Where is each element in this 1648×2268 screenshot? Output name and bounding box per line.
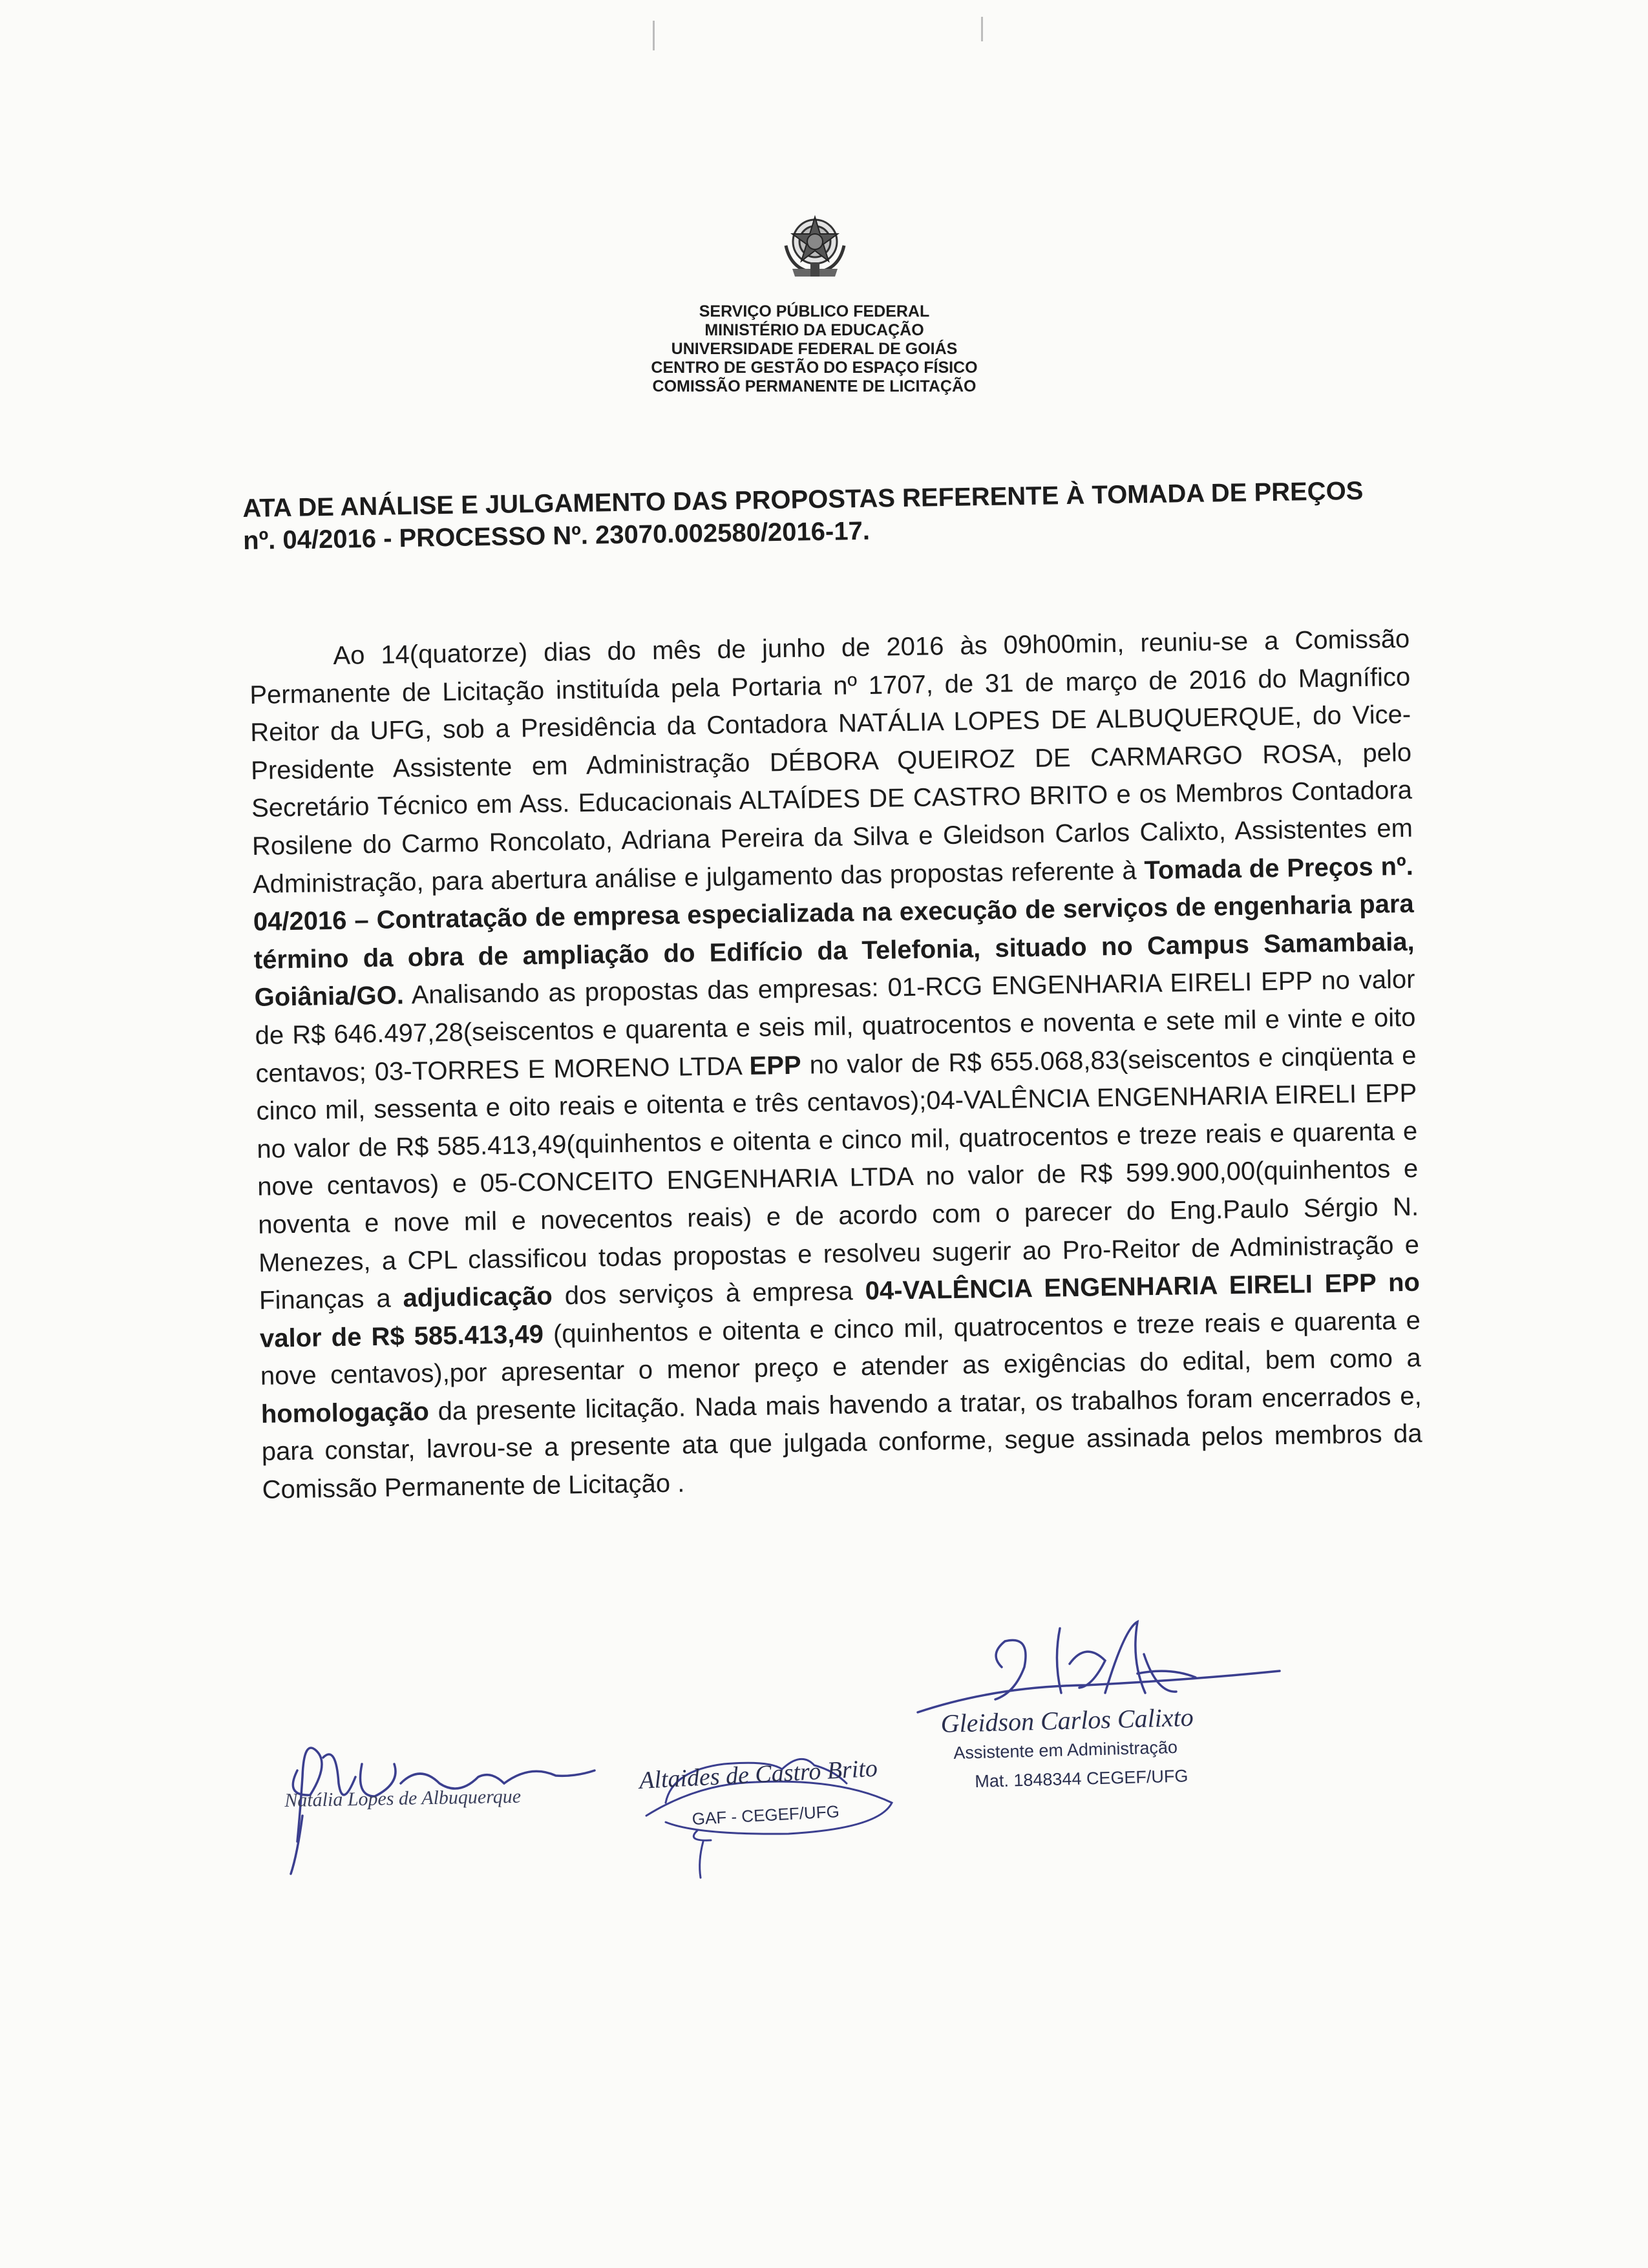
signature-stamp-role: Assistente em Administração [953, 1737, 1178, 1763]
signature-stamp-unit: GAF - CEGEF/UFG [692, 1801, 840, 1829]
body-bold-text: Tomada de Preços nº. 04/2016 – Contratação de empresa especializada na execução de serviços de engenharia para término da obra de ampliação do Edifício da Telefonia, situado no Campus Samambaia, Goiânia/GO. [253, 852, 1415, 1013]
body-text: Analisando as propostas das empresas: 01-RCG ENGENHARIA EIRELI EPP no valor de R$ 646.497,28(seiscentos e quarenta e seis mil, quatrocentos e noventa e sete mil e vinte e oito centavos; 03-TORRES E MORENO LTDA [255, 965, 1416, 1088]
header-line: MINISTÉRIO DA EDUCAÇÃO [704, 321, 924, 339]
document-body [249, 620, 1423, 1509]
body-bold-text: homologação [260, 1397, 430, 1429]
body-text: dos serviços à empresa [564, 1277, 854, 1310]
header-line: UNIVERSIDADE FEDERAL DE GOIÁS [671, 340, 958, 358]
brazil-coat-of-arms-icon [773, 205, 857, 284]
scan-mark [653, 21, 655, 50]
header-line: SERVIÇO PÚBLICO FEDERAL [699, 302, 930, 320]
signature-stamp-name: Gleidson Carlos Calixto [940, 1702, 1194, 1738]
body-bold-text: EPP [749, 1051, 801, 1080]
body-bold-text: 04-VALÊNCIA ENGENHARIA EIRELI EPP no valor de R$ 585.413,49 [259, 1268, 1421, 1353]
header-line: CENTRO DE GESTÃO DO ESPAÇO FÍSICO [651, 359, 978, 377]
signature-stamp-registration: Mat. 1848344 CEGEF/UFG [975, 1766, 1188, 1791]
body-text: Ao 14(quatorze) dias do mês de junho de 2016 às 09h00min, reuniu-se a Comissão Permanente de Licitação instituída pela Portaria nº 1707, de 31 de março de 2016 do Magnífico Reitor da UFG, sob a Presidência da Contadora NATÁLIA LOPES DE ALBUQUERQUE, do Vice-Presidente Assistente em Administração DÉBORA QUEIROZ DE CARMARGO ROSA, pelo Secretário Técnico em Ass. Educacionais ALTAÍDES DE CASTRO BRITO e os Membros Contadora Rosilene do Carmo Roncolato, Adriana Pereira da Silva e Gleidson Carlos Calixto, Assistentes em Administração, para abertura análise e julgamento das propostas referente à [249, 624, 1413, 899]
body-text: da presente licitação. Nada mais havendo a tratar, os trabalhos foram encerrados e, para constar, lavrou-se a presente ata que julgada conforme, segue assinada pelos membros da Comissão Permanente de Licitação . [261, 1381, 1422, 1504]
institution-header [556, 302, 1073, 396]
scan-mark [981, 17, 983, 41]
signature-stamp-name: Natália Lopes de Albuquerque [284, 1785, 522, 1811]
handwritten-signature [271, 1725, 607, 1919]
body-text: no valor de R$ 655.068,83(seiscentos e cinqüenta e cinco mil, sessenta e oito reais e oitenta e três centavos);04-VALÊNCIA ENGENHARIA EIRELI EPP no valor de R$ 585.413,49(quinhentos e oitenta e cinco mil, quatrocentos e treze reais e quarenta e nove centavos) e 05-CONCEITO ENGENHARIA LTDA no valor de R$ 599.900,00(quinhentos e noventa e nove mil e novecentos reais) e de acordo com o parecer do Eng.Paulo Sérgio N. Menezes, a CPL classificou todas propostas e resolveu sugerir ao Pro-Reitor de Administração e Finanças a [256, 1041, 1420, 1315]
document-title: ATA DE ANÁLISE E JULGAMENTO DAS PROPOSTAS REFERENTE À TOMADA DE PREÇOS nº. 04/2016 - PROCESSO Nº. 23070.002580/2016-17. [242, 476, 1364, 555]
body-text: (quinhentos e oitenta e cinco mil, quatrocentos e treze reais e quarenta e nove centavos),por apresentar o menor preço e atender as exigências do edital, bem como a [260, 1306, 1422, 1391]
body-bold-text: adjudicação [403, 1281, 553, 1313]
signature-stamp-name: Altaides de Castro Brito [639, 1754, 878, 1794]
header-line: COMISSÃO PERMANENTE DE LICITAÇÃO [652, 377, 977, 395]
